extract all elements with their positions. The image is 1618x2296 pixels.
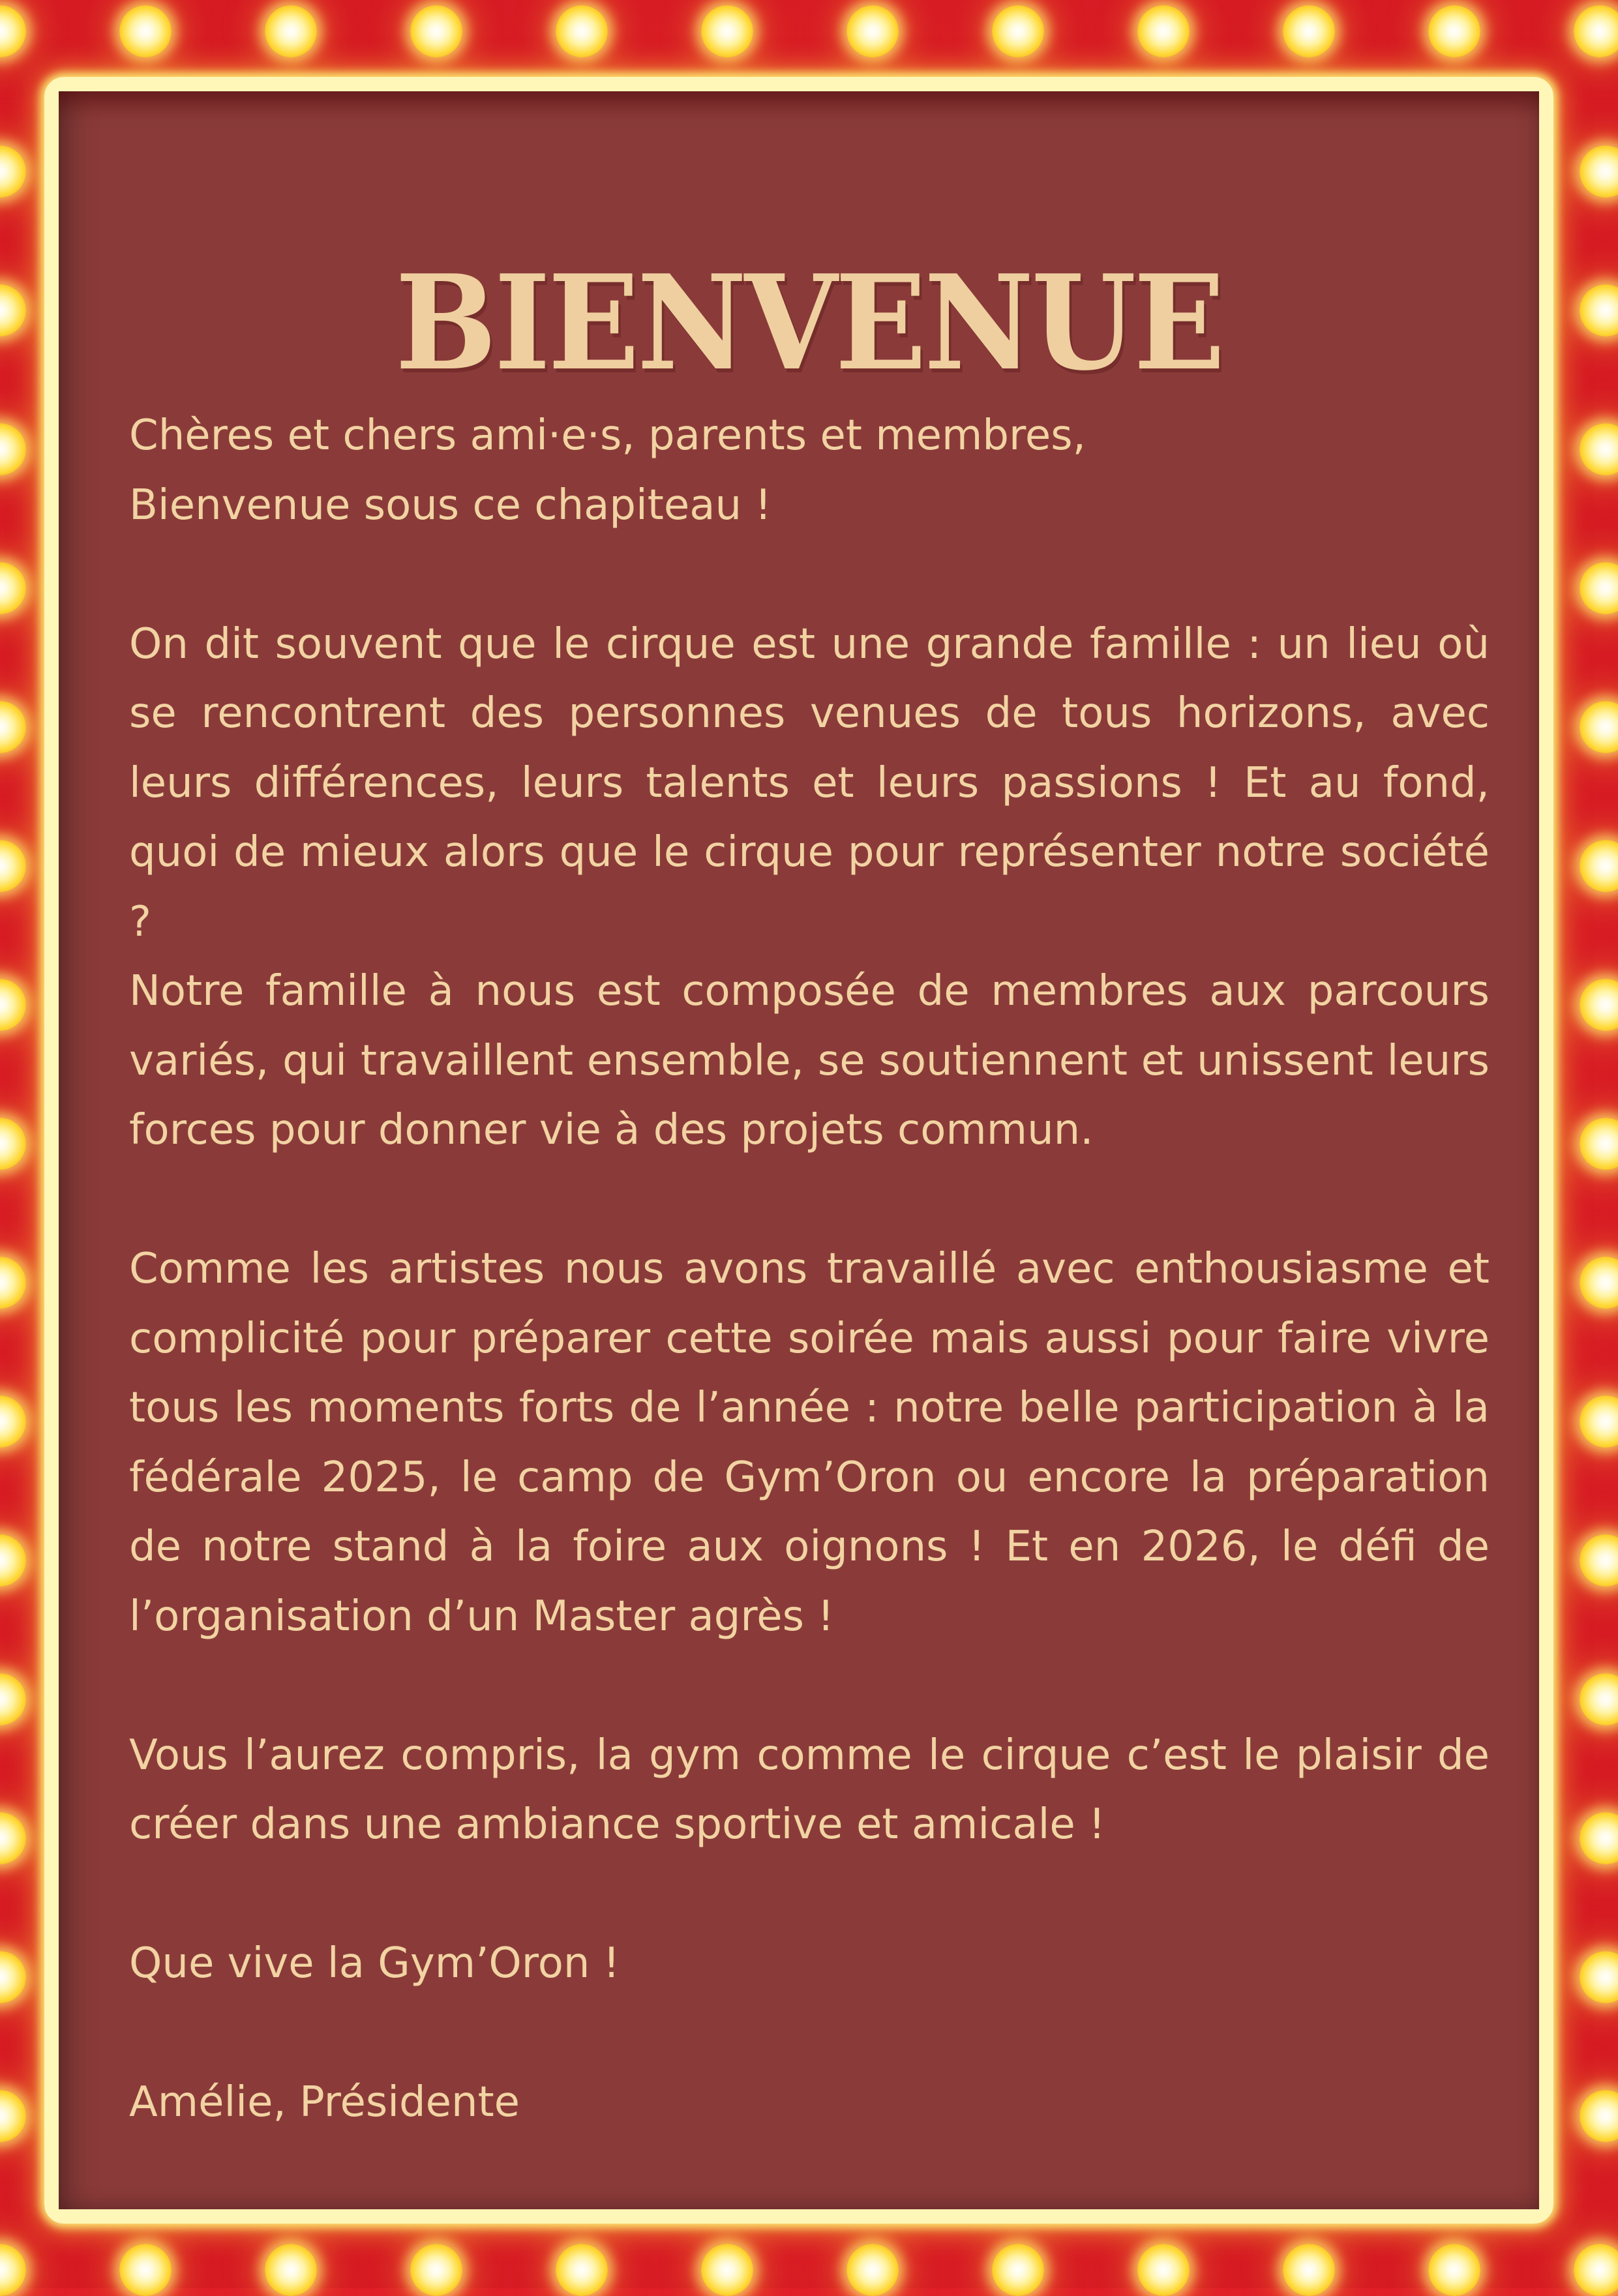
- light-bulb-icon: [1580, 1812, 1618, 1864]
- signature: Amélie, Présidente: [129, 2078, 520, 2126]
- paragraph-gap: [129, 1165, 1490, 1235]
- light-bulb-icon: [1283, 2244, 1335, 2296]
- light-bulb-icon: [0, 562, 26, 614]
- light-bulb-icon: [1580, 1673, 1618, 1725]
- light-bulb-icon: [1574, 5, 1618, 57]
- light-bulb-icon: [1574, 2244, 1618, 2296]
- paragraph-gap: [129, 1860, 1490, 1930]
- light-bulb-icon: [992, 2244, 1044, 2296]
- light-bulb-icon: [1580, 701, 1618, 753]
- light-bulb-icon: [0, 2090, 26, 2142]
- page-title: BIENVENUE: [395, 246, 1223, 400]
- light-bulb-icon: [701, 2244, 753, 2296]
- light-bulb-icon: [1283, 5, 1335, 57]
- light-bulb-icon: [1580, 284, 1618, 336]
- greeting-line: Chères et chers ami·e·s, parents et membres,: [129, 411, 1086, 460]
- light-bulb-icon: [1580, 1257, 1618, 1309]
- light-bulb-icon: [556, 5, 608, 57]
- paragraph: Comme les artistes nous avons travaillé avec enthousiasme et complicité pour préparer cette soirée mais aussi pour faire vivre tous les moments forts de l’année : notre belle participation à la fédérale 2025, le camp de Gym’Oron ou encore la préparation de notre stand à la foire aux oignons ! Et en 2026, le défi de l’organisation d’un Master agrès !: [129, 1245, 1490, 1641]
- light-bulb-icon: [0, 701, 26, 753]
- light-bulb-icon: [1580, 1118, 1618, 1170]
- light-bulb-icon: [0, 1951, 26, 2003]
- greeting-line: Bienvenue sous ce chapiteau !: [129, 481, 772, 529]
- light-bulb-icon: [1580, 145, 1618, 198]
- light-bulb-icon: [846, 2244, 899, 2296]
- light-bulb-icon: [0, 1257, 26, 1309]
- light-bulb-icon: [556, 2244, 608, 2296]
- light-bulb-icon: [0, 423, 26, 475]
- paragraph-gap: [129, 1651, 1490, 1721]
- light-bulb-icon: [1580, 423, 1618, 475]
- light-bulb-icon: [0, 145, 26, 198]
- light-bulb-icon: [0, 1673, 26, 1725]
- light-bulb-icon: [0, 979, 26, 1031]
- light-bulb-icon: [0, 2244, 26, 2296]
- light-bulb-icon: [1580, 2090, 1618, 2142]
- light-bulb-icon: [1580, 840, 1618, 892]
- light-bulb-icon: [265, 2244, 317, 2296]
- light-bulb-icon: [992, 5, 1044, 57]
- paragraph: Notre famille à nous est composée de membres aux parcours variés, qui travaillent ensemble, se soutiennent et unissent leurs forces pour donner vie à des projets commun.: [129, 967, 1490, 1154]
- light-bulb-icon: [1580, 979, 1618, 1031]
- light-bulb-icon: [0, 1395, 26, 1448]
- light-bulb-icon: [0, 284, 26, 336]
- light-bulb-icon: [1428, 5, 1480, 57]
- light-bulb-icon: [0, 1534, 26, 1587]
- letter-body: [129, 401, 1490, 2138]
- paragraph-gap: [129, 540, 1490, 610]
- light-bulb-icon: [410, 2244, 462, 2296]
- paragraph-gap: [129, 1999, 1490, 2068]
- paragraph: Vous l’aurez compris, la gym comme le cirque c’est le plaisir de créer dans une ambiance sportive et amicale !: [129, 1731, 1490, 1849]
- light-bulb-icon: [119, 2244, 172, 2296]
- light-bulb-icon: [701, 5, 753, 57]
- light-bulb-icon: [1580, 562, 1618, 614]
- light-bulb-icon: [265, 5, 317, 57]
- light-bulb-icon: [0, 840, 26, 892]
- light-bulb-icon: [1580, 1951, 1618, 2003]
- light-bulb-icon: [846, 5, 899, 57]
- light-bulb-icon: [0, 5, 26, 57]
- paragraph: On dit souvent que le cirque est une grande famille : un lieu où se rencontrent des personnes venues de tous horizons, avec leurs différences, leurs talents et leurs passions ! Et au fond, quoi de mieux alors que le cirque pour représenter notre société ?: [129, 619, 1490, 946]
- closing-line: Que vive la Gym’Oron !: [129, 1939, 620, 1988]
- light-bulb-icon: [0, 1118, 26, 1170]
- light-bulb-icon: [410, 5, 462, 57]
- light-bulb-icon: [1580, 1534, 1618, 1587]
- light-bulb-icon: [0, 1812, 26, 1864]
- light-bulb-icon: [1428, 2244, 1480, 2296]
- light-bulb-icon: [119, 5, 172, 57]
- light-bulb-icon: [1137, 2244, 1190, 2296]
- light-bulb-icon: [1137, 5, 1190, 57]
- light-bulb-icon: [1580, 1395, 1618, 1448]
